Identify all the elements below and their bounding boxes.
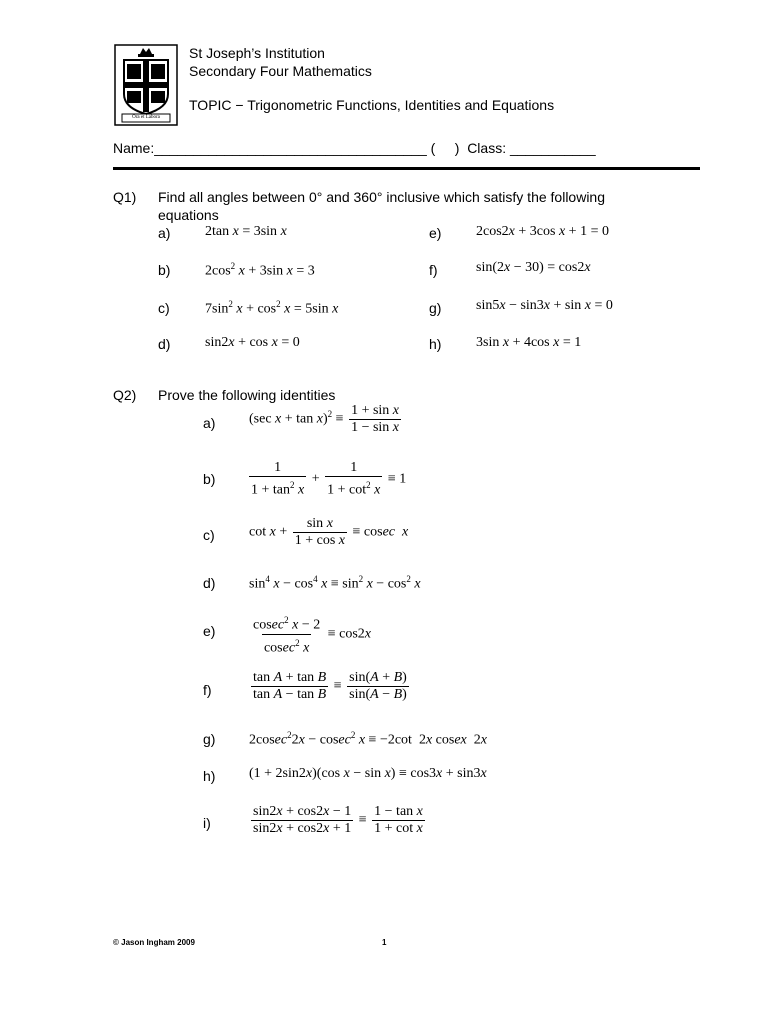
q2b-identity: $\frac{1}{1 + \tan^2 x}$ + $\frac{1}{1 + \cot^2 x}$ ≡ 1 <box>251 460 407 498</box>
q1g-equation: sin5x − sin3x + sin x = 0 <box>476 298 613 313</box>
q1b-label: b) <box>158 262 171 278</box>
q1f-label: f) <box>429 262 438 278</box>
q2-number: Q2) <box>113 387 137 403</box>
q2c-label: c) <box>203 527 215 543</box>
q1a-label: a) <box>158 225 171 241</box>
q2f-identity: $\frac{\text{tan A + tan B}}{\text{tan A − tan B}}$ ≡ $\frac{\sin(A + B)}{\sin(A - B)}$ <box>253 670 407 702</box>
q1g-label: g) <box>429 300 442 316</box>
q2d-label: d) <box>203 575 216 591</box>
q1h-label: h) <box>429 336 442 352</box>
q1c-label: c) <box>158 300 170 316</box>
q1h-equation: 3sin x + 4cos x = 1 <box>476 335 582 350</box>
q1e-label: e) <box>429 225 442 241</box>
q2a-identity: (sec x + tan x)$^2$ ≡ $\frac{\text{1 + sin x}}{\text{1 − sin x}}$ <box>249 403 400 435</box>
q1-text-line1: Find all angles between 0° and 360° inclusive which satisfy the following <box>158 189 606 205</box>
q2h-identity: (1 + 2sin2x)(cos x − sin x) ≡ cos3x + sin3x <box>249 766 487 781</box>
q2g-label: g) <box>203 731 216 747</box>
q1d-label: d) <box>158 336 171 352</box>
q2d-identity: $\sin^4 x - \cos^4 x \equiv \sin^2 x - \cos^2 x$ <box>249 574 421 592</box>
page-number: 1 <box>382 938 387 947</box>
school-crest <box>114 44 178 126</box>
q2-text: Prove the following identities <box>158 387 336 403</box>
q2h-label: h) <box>203 768 216 784</box>
q2a-label: a) <box>203 415 216 431</box>
header-rule <box>113 167 700 170</box>
q2b-label: b) <box>203 471 216 487</box>
q2c-identity: cot x + $\frac{\text{sin x}}{\text{1 + cos x}}$ ≡ cosec x <box>249 516 409 548</box>
name-class-line: Name:___________________________________ ( ) Class: ___________ <box>113 140 596 156</box>
q1-text-line2: equations <box>158 207 219 223</box>
q2i-label: i) <box>203 815 211 831</box>
q2i-identity: $\frac{\sin 2x + \cos 2x - 1}{\sin 2x + \cos 2x + 1}$ ≡ $\frac{\text{1 − tan x}}{\text{1 + cot x}}$ <box>253 804 423 836</box>
q2e-label: e) <box>203 623 216 639</box>
q1c-equation: $7\sin^2$ $x + \cos^2 x = 5\sin$ x <box>205 299 339 317</box>
q1f-equation: sin(2x − 30) = cos2x <box>476 260 591 275</box>
q1b-equation: $2\cos^2$ x + 3sin x = 3 <box>205 261 315 279</box>
q2e-identity: $\frac{cosec^2 x - 2}{cosec^2 x}$ ≡ cos2x <box>253 615 372 656</box>
q2f-label: f) <box>203 682 212 698</box>
footer-copyright: © Jason Ingham 2009 <box>113 938 195 947</box>
school-name: St Joseph’s Institution <box>189 45 325 61</box>
topic-title: TOPIC − Trigonometric Functions, Identities and Equations <box>189 97 555 113</box>
q1-number: Q1) <box>113 189 137 205</box>
q2g-identity: 2cosec$^2$2x − cosec$^2$ x ≡ −2cot 2x cosex 2x <box>249 730 487 748</box>
q1e-equation: 2cos2x + 3cos x + 1 = 0 <box>476 224 609 239</box>
q1d-equation: sin2x + cos x = 0 <box>205 335 300 350</box>
q1a-equation: 2tan x = 3sin x <box>205 224 287 239</box>
crest-motto: Ora et Labora <box>132 115 160 120</box>
course-name: Secondary Four Mathematics <box>189 63 372 79</box>
